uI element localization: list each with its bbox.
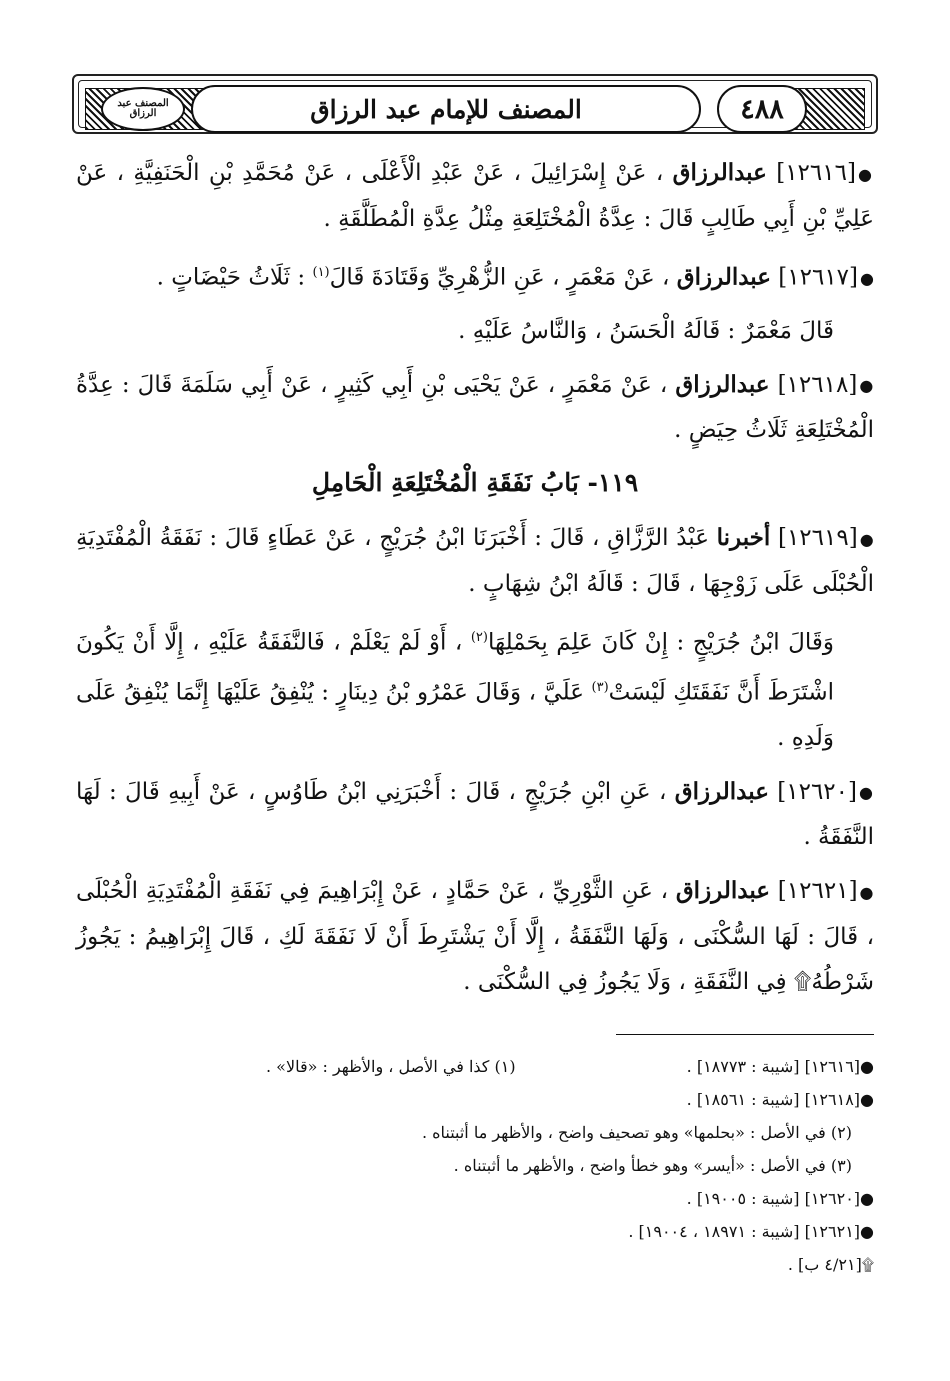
hadith-entry	[76, 250, 874, 301]
hadith-entry	[76, 769, 874, 861]
bullet-icon: ●	[859, 882, 874, 902]
entry-number: [١٢٦٢١]	[777, 878, 858, 905]
header-frame	[78, 80, 872, 128]
footnote-reference: ۩[٤/٢١ ب] .	[787, 1255, 874, 1274]
footnote-reference: ●[١٢٦٢١] [شيبة : ١٨٩٧١ ، ١٩٠٠٤] .	[628, 1222, 874, 1241]
bullet-icon: ●	[857, 164, 874, 184]
entry-text-end: : ثَلَاثُ حَيْضَاتٍ .	[156, 264, 306, 291]
section-heading: ١١٩- بَابُ نَفَقَةِ الْمُخْتَلِعَةِ الْحَامِلِ	[311, 468, 639, 498]
entry-text: ، عَنْ إِسْرَائِيلَ ، عَنْ عَبْدِ الْأَعْلَى ، عَنْ مُحَمَّدِ بْنِ الْحَنَفِيَّةِ ، عَنْ عَلِيِّ بْنِ أَبِي طَالِبٍ قَالَ : عِدَّةُ الْمُخْتَلِعَةِ مِثْلُ عِدَّةِ الْمُطَلَّقَةِ .	[76, 160, 874, 232]
entry-isnad: عبدالرزاق	[672, 159, 767, 186]
footnote-marker: (٣)	[591, 680, 609, 696]
entry-isnad: أخبرنا	[716, 524, 771, 552]
entry-isnad: عبدالرزاق	[675, 370, 770, 398]
main-text	[76, 150, 874, 1013]
footnote-divider	[616, 1034, 874, 1035]
running-title-badge	[191, 85, 701, 133]
bullet-icon: ●	[860, 268, 874, 288]
hadith-entry	[76, 150, 874, 242]
hadith-entry	[76, 362, 874, 454]
entry-number: [١٢٦١٦]	[776, 160, 856, 186]
footnotes	[76, 1050, 874, 1281]
continuation-part-b: ، أَوْ لَمْ يَعْلَمْ ، فَالنَّفَقَةُ عَلَيْهِ ، إِلَّا أَنْ يَكُونَ اشْتَرَطَ أَنَّ نَفَقَتَكِ لَيْسَتْ	[76, 629, 834, 706]
footnote-note: (١) كذا في الأصل ، والأظهر : «قالا» .	[266, 1057, 516, 1076]
page-number-badge	[717, 85, 807, 133]
entry-isnad: عبدالرزاق	[676, 263, 771, 291]
footnote-reference: ●[١٢٦٢٠] [شيبة : ١٩٠٠٥] .	[686, 1189, 874, 1208]
bullet-icon: ●	[859, 529, 875, 549]
entry-text-end: فِي النَّفَقَةِ ، وَلَا يَجُوزُ فِي السُّكْنَى .	[463, 968, 787, 995]
footnote-marker: (٢)	[470, 629, 488, 645]
footnote-row	[76, 1050, 874, 1083]
bullet-icon: ●	[859, 783, 874, 803]
footnote-note: (٢) في الأصل : «بحلمها» وهو تصحيف واضح ، والأظهر ما أثبتناه .	[421, 1123, 852, 1142]
page-number: ٤٨٨	[740, 93, 784, 125]
hadith-entry	[76, 515, 874, 607]
book-seal	[101, 87, 185, 131]
entry-number: [١٢٦١٧]	[778, 264, 859, 291]
entry-text: ، عَنْ مَعْمَرٍ ، عَنِ الزُّهْرِيِّ وَقَتَادَةَ قَالَ	[329, 264, 670, 291]
footnote-reference: ●[١٢٦١٦] [شيبة : ١٨٧٧٣] .	[686, 1057, 874, 1076]
entry-isnad: عبدالرزاق	[674, 777, 769, 805]
entry-continuation	[76, 615, 874, 761]
footnote-marker: (١)	[312, 264, 330, 280]
hadith-entry	[76, 868, 874, 1005]
footnote-reference: ●[١٢٦١٨] [شيبة : ١٨٥٦١] .	[686, 1090, 874, 1109]
entry-text: عَبْدُ الرَّزَّاقِ ، قَالَ : أَخْبَرَنَا ابْنُ جُرَيْجٍ ، عَنْ عَطَاءٍ قَالَ : نَفَقَةُ الْمُفْتَدِيَةِ الْحُبْلَى عَلَى زَوْجِهَا ، قَالَ : قَالَهُ ابْنُ شِهَابٍ .	[76, 525, 874, 597]
continuation-part-a: وَقَالَ ابْنُ جُرَيْجٍ : إِنْ كَانَ عَلِمَ بِحَمْلِهَا	[487, 629, 835, 656]
entry-continuation: قَالَ مَعْمَرٌ : قَالَهُ الْحَسَنُ ، وَالنَّاسُ عَلَيْهِ .	[458, 317, 834, 344]
footnote-note: (٣) في الأصل : «أيسر» وهو خطأ واضح ، والأظهر ما أثبتناه .	[453, 1156, 852, 1175]
continuation-part-c: عَلَيَّ ، وَقَالَ عَمْرُو بْنُ دِينَارٍ : يُنْفِقُ عَلَيْهَا إِنَّمَا يُنْفِقُ عَلَى وَلَدِهِ .	[76, 679, 834, 751]
entry-number: [١٢٦١٨]	[777, 371, 858, 398]
entry-number: [١٢٦١٩]	[777, 525, 858, 552]
manuscript-mark-icon: ۩	[793, 968, 812, 995]
seal-label: المصنف عبد الرزاق	[117, 98, 169, 119]
entry-text: ، عَنِ ابْنِ جُرَيْجٍ ، قَالَ : أَخْبَرَنِي ابْنُ طَاوُسٍ ، عَنْ أَبِيهِ قَالَ : لَهَا النَّفَقَةُ .	[76, 778, 874, 851]
bullet-icon: ●	[859, 376, 874, 396]
running-title: المصنف للإمام عبد الرزاق	[310, 94, 582, 124]
entry-text: ، عَنْ مَعْمَرٍ ، عَنْ يَحْيَى بْنِ أَبِي كَثِيرٍ ، عَنْ أَبِي سَلَمَةَ قَالَ : عِدَّةُ الْمُخْتَلِعَةِ ثَلَاثُ حِيَضٍ .	[76, 371, 874, 444]
entry-text: ، عَنِ الثَّوْرِيِّ ، عَنْ حَمَّادٍ ، عَنْ إِبْرَاهِيمَ فِي نَفَقَةِ الْمُفْتَدِيَةِ الْحُبْلَى ، قَالَ : لَهَا السُّكْنَى ، وَلَهَا النَّفَقَةُ ، إِلَّا أَنْ يَشْتَرِطَ أَنْ لَا نَفَقَةَ لَكِ ، قَالَ إِبْرَاهِيمُ : يَجُوزُ شَرْطُهُ	[76, 878, 874, 995]
page-header	[72, 74, 878, 134]
entry-number: [١٢٦٢٠]	[777, 778, 858, 805]
entry-isnad: عبدالرزاق	[675, 877, 770, 905]
